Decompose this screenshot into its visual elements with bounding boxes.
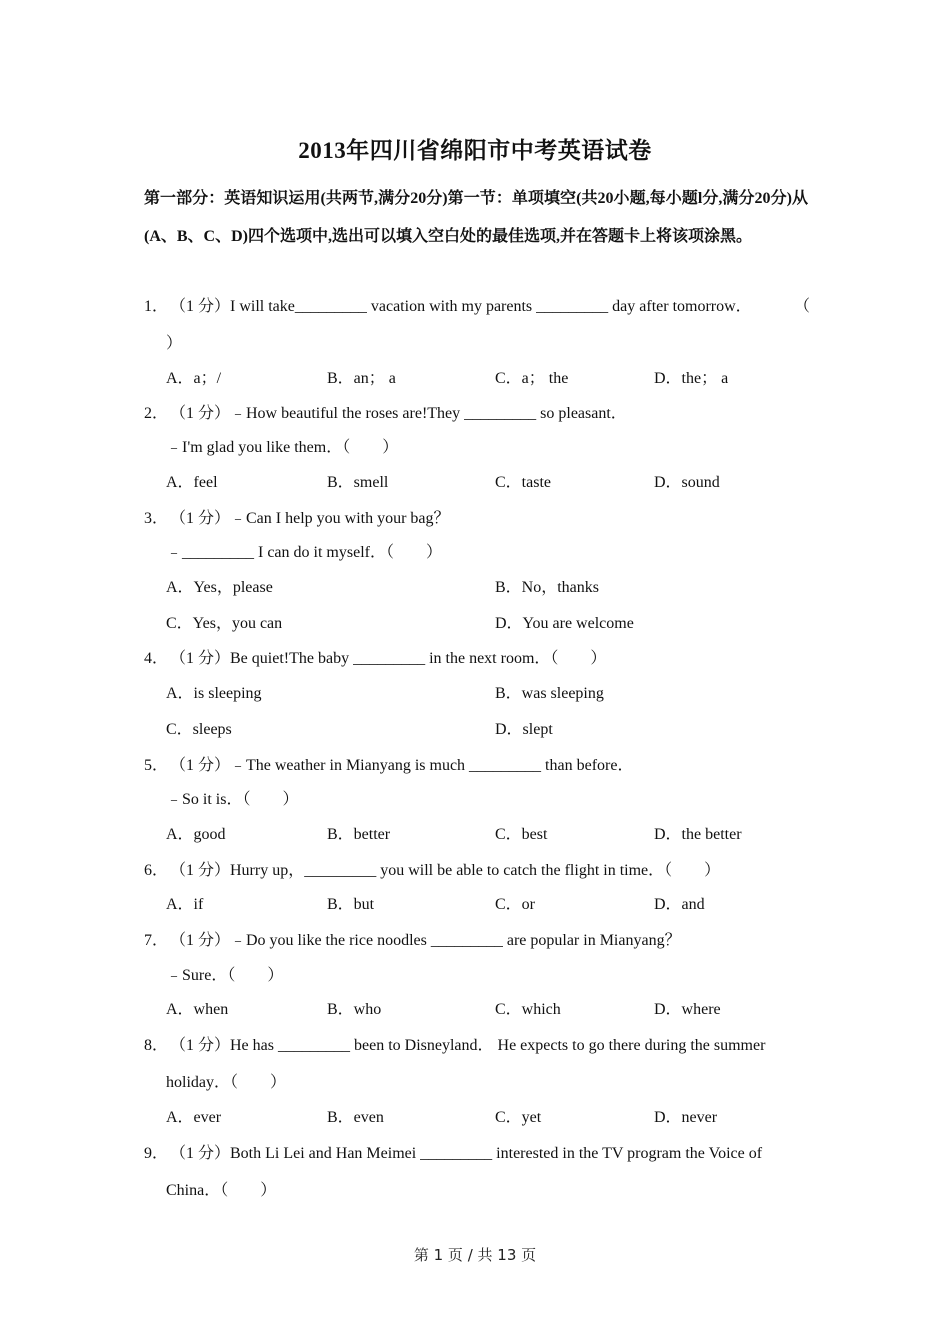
question-number: 2． <box>144 405 169 422</box>
question-text-line2: ﹣_________ I can do it myself．（ ） <box>166 544 442 561</box>
page-footer: 第 1 页 / 共 13 页 <box>413 1246 537 1264</box>
question-text-line2: holiday．（ ） <box>166 1074 286 1091</box>
question-text-line2: ﹣I'm glad you like them．（ ） <box>166 439 399 456</box>
question-3 <box>144 508 450 530</box>
option-c: C．best <box>495 826 548 843</box>
question-1 <box>144 296 752 318</box>
option-a: A．when <box>166 1001 229 1018</box>
option-b: B．was sleeping <box>495 685 604 702</box>
question-8 <box>144 1035 765 1057</box>
option-d: D．slept <box>495 721 553 738</box>
question-text: （1 分）﹣Do you like the rice noodles _________ are popular in Mianyang？ <box>170 932 681 949</box>
option-a: A．ever <box>166 1109 222 1126</box>
option-b: B．who <box>327 1001 382 1018</box>
question-text-line2: ﹣So it is．（ ） <box>166 791 299 808</box>
question-number: 8． <box>144 1037 169 1054</box>
question-number: 1． <box>144 298 169 315</box>
option-c: C．taste <box>495 474 551 491</box>
option-c: C．Yes，you can <box>166 615 283 632</box>
option-b: B．better <box>327 826 391 843</box>
question-text-line2: China．（ ） <box>166 1182 277 1199</box>
question-text: （1 分）I will take_________ vacation with my parents _________ day after tomorrow． <box>170 298 752 315</box>
option-c: C．yet <box>495 1109 542 1126</box>
question-text: （1 分）Both Li Lei and Han Meimei _________ interested in the TV program the Voice of <box>170 1145 763 1162</box>
answer-bracket-close: ） <box>166 335 183 352</box>
question-number: 5． <box>144 757 169 774</box>
option-c: C．a； the <box>495 370 569 387</box>
question-5 <box>144 755 633 777</box>
section-instructions: 第一部分：英语知识运用(共两节,满分20分)第一节：单项填空(共20小题,每小题l分,满分20分)从(A、B、C、D)四个选项中,选出可以填入空白处的最佳选项,并在答题卡上将该项涂黑。 <box>144 190 808 245</box>
question-number: 3． <box>144 510 169 527</box>
question-text: （1 分）Be quiet!The baby _________ in the next room．（ ） <box>170 650 607 667</box>
option-c: C．which <box>495 1001 561 1018</box>
option-b: B．No，thanks <box>495 579 600 596</box>
option-d: D．You are welcome <box>495 615 634 632</box>
option-a: A．Yes，please <box>166 579 273 596</box>
question-text-line2: ﹣Sure．（ ） <box>166 967 284 984</box>
option-b: B．an； a <box>327 370 396 387</box>
option-a: A．a；/ <box>166 370 222 387</box>
question-4 <box>144 648 606 670</box>
option-d: D．the； a <box>654 370 729 387</box>
question-9 <box>144 1143 762 1165</box>
question-text: （1 分）﹣Can I help you with your bag？ <box>170 510 450 527</box>
option-c: C．sleeps <box>166 721 232 738</box>
option-c: C．or <box>495 896 536 913</box>
question-6 <box>144 860 720 882</box>
option-d: D．sound <box>654 474 720 491</box>
question-number: 9． <box>144 1145 169 1162</box>
question-text: （1 分）Hurry up，_________ you will be able to catch the flight in time．（ ） <box>170 862 721 879</box>
question-number: 4． <box>144 650 169 667</box>
option-d: D．where <box>654 1001 721 1018</box>
question-2 <box>144 403 627 425</box>
question-7 <box>144 930 681 952</box>
option-b: B．even <box>327 1109 384 1126</box>
option-a: A．good <box>166 826 226 843</box>
option-b: B．but <box>327 896 375 913</box>
option-d: D．the better <box>654 826 742 843</box>
option-a: A．is sleeping <box>166 685 262 702</box>
answer-bracket-open: （ <box>794 298 811 315</box>
question-text: （1 分）﹣How beautiful the roses are!They _________ so pleasant． <box>170 405 627 422</box>
question-text: （1 分）He has _________ been to Disneyland． He expects to go there during the summer <box>170 1037 766 1054</box>
page-title: 2013年四川省绵阳市中考英语试卷 <box>298 138 652 163</box>
question-number: 6． <box>144 862 169 879</box>
option-d: D．and <box>654 896 705 913</box>
option-b: B．smell <box>327 474 389 491</box>
question-text: （1 分）﹣The weather in Mianyang is much _________ than before． <box>170 757 634 774</box>
option-d: D．never <box>654 1109 718 1126</box>
option-a: A．feel <box>166 474 218 491</box>
question-number: 7． <box>144 932 169 949</box>
option-a: A．if <box>166 896 204 913</box>
